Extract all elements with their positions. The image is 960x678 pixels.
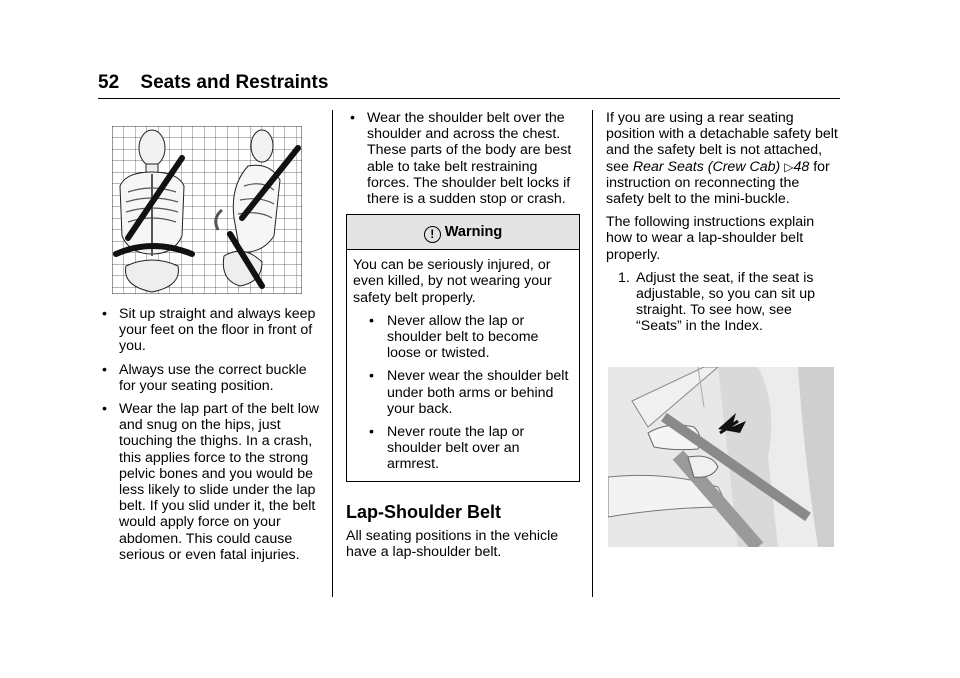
bullet-marker: •: [102, 401, 107, 418]
list-item: [98, 401, 320, 563]
list-item-text: Sit up straight and always keep your feet on the floor in front of you.: [119, 306, 316, 355]
list-item: [98, 362, 320, 394]
bullet-marker: •: [369, 312, 374, 329]
page-reference[interactable]: 48: [793, 158, 810, 175]
warning-body: [347, 250, 579, 480]
list-item-text: Never allow the lap or shoulder belt to become loose or twisted.: [387, 312, 539, 362]
list-item: [98, 306, 320, 355]
page-ref-icon: ▷: [784, 159, 794, 174]
paragraph-text: If you are using a rear seating position with a detachable safety belt and the safety belt is not attached, see: [606, 110, 838, 175]
paragraph: The following instructions explain how to wear a lap-shoulder belt properly.: [606, 214, 815, 263]
warning-icon: !: [424, 226, 441, 243]
page-header: [98, 72, 328, 94]
list-item-text: Wear the lap part of the belt low and snug on the hips, just touching the thighs. In a crash, this applies force to the strong pelvic bones and you would be less likely to slide under the lap belt. If you slid under it, the belt would apply force on your abdomen. This could cause serious or even fatal injuries.: [119, 401, 320, 563]
column-3: [606, 110, 838, 335]
column-2: [346, 110, 580, 567]
numbered-step: [606, 270, 838, 335]
column-divider-2: [592, 110, 593, 597]
bullet-marker: •: [350, 110, 355, 126]
section-text: All seating positions in the vehicle have a lap-shoulder belt.: [346, 527, 559, 561]
step-text: Adjust the seat, if the seat is adjustable, so you can sit up straight. To see how, see “Seats” in the Index.: [636, 269, 816, 335]
page-number: 52: [98, 72, 120, 93]
bullet-marker: •: [102, 306, 107, 322]
list-item: [353, 368, 571, 417]
list-item: [346, 110, 580, 207]
warning-header: [347, 215, 579, 250]
warning-title: Warning: [444, 224, 503, 241]
warning-intro: You can be seriously injured, or even killed, by not wearing your safety belt properly.: [353, 257, 552, 306]
cross-reference-link[interactable]: Rear Seats (Crew Cab): [632, 158, 781, 175]
section-heading: Lap-Shoulder Belt: [346, 501, 502, 522]
paragraph-text: for instruction on reconnecting the safety belt to the mini-buckle.: [606, 158, 830, 208]
page-title: Seats and Restraints: [140, 72, 329, 93]
bullet-list: [98, 306, 320, 570]
bullet-marker: •: [102, 361, 107, 378]
warning-box: [346, 214, 580, 481]
bullet-marker: •: [369, 368, 374, 385]
step-number: 1.: [618, 269, 630, 286]
list-item: [353, 313, 571, 362]
bullet-marker: •: [369, 424, 374, 441]
column-divider-1: [332, 110, 333, 597]
list-item-text: Always use the correct buckle for your seating position.: [119, 361, 307, 394]
list-item-text: Never wear the shoulder belt under both arms or behind your back.: [387, 368, 569, 417]
header-rule: [98, 98, 840, 99]
list-item-text: Wear the shoulder belt over the shoulder and across the chest. These parts of the body are best able to take belt restraining forces. The shoulder belt locks if there is a sudden stop or crash.: [367, 110, 572, 208]
paragraph: [606, 110, 838, 207]
belt-adjustment-illustration: [608, 367, 834, 547]
list-item: [353, 424, 571, 473]
seating-posture-illustration: [112, 126, 302, 294]
list-item-text: Never route the lap or shoulder belt over an armrest.: [387, 424, 525, 473]
